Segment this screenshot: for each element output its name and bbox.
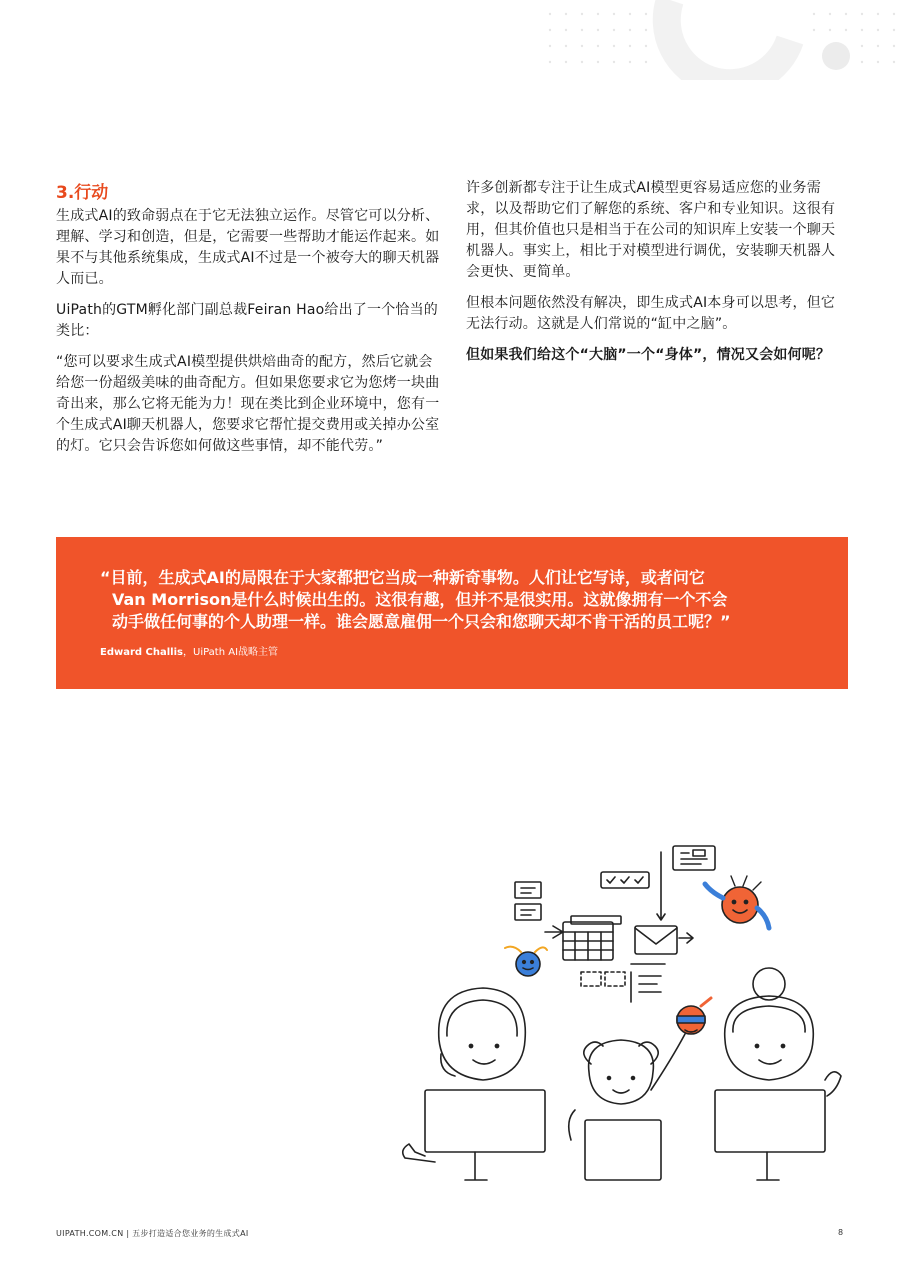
footer-separator: | (126, 1229, 130, 1238)
left-column (56, 206, 441, 467)
form-icon (515, 882, 541, 920)
right-column (466, 178, 848, 376)
bold-question: 但如果我们给这个“大脑”一个“身体”，情况又会如何呢？ (466, 347, 831, 363)
robot-icon (505, 947, 547, 976)
pull-quote (100, 567, 820, 633)
section-heading: 3.行动 (56, 183, 109, 203)
quote-author: Edward Challis (100, 647, 183, 658)
body-paragraph: 但根本问题依然没有解决，即生成式AI本身可以思考，但它无法行动。这就是人们常说的“缸中之脑”。 (466, 295, 836, 332)
quote-banner (56, 537, 848, 689)
person-icon (569, 1034, 685, 1140)
corner-decoration (520, 0, 904, 80)
document-icon (673, 846, 715, 870)
office-robots-illustration (395, 840, 855, 1185)
body-paragraph: UiPath的GTM孵化部门副总裁Feiran Hao给出了一个恰当的类比： (56, 302, 438, 339)
monitor-icon (585, 1120, 661, 1180)
pull-quote-line: Van Morrison是什么时候出生的。这很有趣，但并不是很实用。这就像拥有一个不会 (112, 590, 728, 609)
monitor-icon (425, 1090, 545, 1180)
page-number: 8 (838, 1228, 844, 1237)
mail-icon (635, 926, 693, 954)
robot-icon (705, 876, 769, 928)
footer-site: UIPATH.COM.CN (56, 1229, 124, 1238)
quoted-paragraph: “您可以要求生成式AI模型提供烘焙曲奇的配方，然后它就会给您一份超级美味的曲奇配方。但如果您要求它为您烤一块曲奇出来，那么它将无能为力！现在类比到企业环境中，您有一个生成式AI聊天机器人，您要求它帮忙提交费用或关掉办公室的灯。它只会告诉您如何做这些事情，却不能代劳。” (56, 354, 440, 454)
pull-quote-line: 动手做任何事的个人助理一样。谁会愿意雇佣一个只会和您聊天却不肯干活的员工呢？” (112, 612, 731, 631)
checklist-icon (601, 872, 649, 888)
footer (56, 1228, 249, 1239)
calendar-grid-icon (563, 916, 621, 960)
person-icon (439, 988, 526, 1080)
pull-quote-line: “目前，生成式AI的局限在于大家都把它当成一种新奇事物。人们让它写诗，或者问它 (100, 568, 705, 587)
monitor-icon (715, 1090, 825, 1180)
footer-doc-title: 五步打造适合您业务的生成式AI (132, 1229, 249, 1238)
quote-attribution (100, 643, 278, 658)
robot-icon (677, 998, 711, 1034)
body-paragraph: 生成式AI的致命弱点在于它无法独立运作。尽管它可以分析、理解、学习和创造，但是，它需要一些帮助才能运作起来。如果不与其他系统集成，生成式AI不过是一个被夸大的聊天机器人而已。 (56, 208, 440, 287)
person-icon (725, 968, 841, 1096)
quote-author-role: ，UiPath AI战略主管 (183, 647, 279, 658)
body-paragraph: 许多创新都专注于让生成式AI模型更容易适应您的业务需求，以及帮助它们了解您的系统、客户和专业知识。这很有用，但其价值也只是相当于在公司的知识库上安装一个聊天机器人。事实上，相比于对模型进行调优，安装聊天机器人会更快、更简单。 (466, 180, 836, 280)
